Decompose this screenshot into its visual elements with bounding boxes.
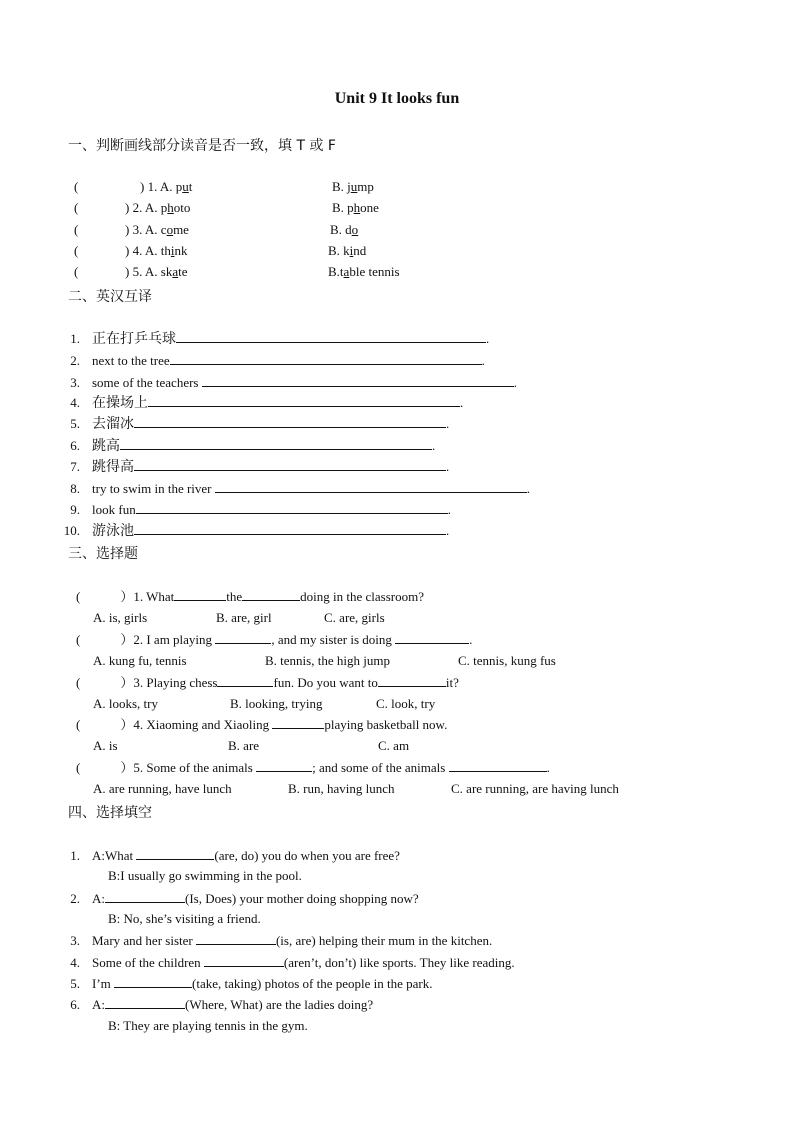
answer-blank[interactable] [242,588,300,601]
answer-blank[interactable] [134,522,446,535]
answer-blank[interactable] [134,415,446,428]
option-c: C. look, try [376,696,436,711]
answer-blank[interactable] [395,631,469,644]
answer-blank[interactable] [217,674,273,687]
list-item: ( ) 1. A. put [74,179,193,194]
list-item-line2: B:I usually go swimming in the pool. [108,868,302,883]
answer-blank[interactable] [174,588,226,601]
list-item: 4. 在操场上 . [70,395,464,411]
answer-blank[interactable] [136,501,448,514]
answer-blank[interactable] [134,458,446,471]
list-item-line2: B: They are playing tennis in the gym. [108,1018,308,1033]
list-item: ( ) 4. A. think [74,243,188,258]
answer-blank[interactable] [196,932,276,945]
section3-heading: 三、选择题 [68,546,138,562]
list-item: 10. 游泳池 . [63,523,450,539]
page-title: Unit 9 It looks fun [334,90,460,107]
section1-heading: 一、判断画线部分读音是否一致，填 T 或 F [68,138,336,154]
option-b: B. looking, trying [230,696,323,711]
answer-blank[interactable] [449,759,547,772]
question-4: ( ）4. Xiaoming and Xiaoling playing basketball now. [76,717,448,732]
section4-heading: 四、选择填空 [68,805,152,821]
option-c: C. are, girls [324,610,385,625]
list-item-b: B. do [330,222,359,237]
list-item-b: B. kind [328,243,367,258]
answer-blank[interactable] [105,890,185,903]
option-a: A. is [93,738,118,753]
answer-blank[interactable] [114,975,192,988]
list-item: 5. 去溜冰 . [70,416,450,432]
list-item: 6. A: (Where, What) are the ladies doing? [70,997,374,1012]
answer-blank[interactable] [378,674,446,687]
list-item-b: B.table tennis [328,264,400,279]
answer-blank[interactable] [120,437,432,450]
answer-blank[interactable] [256,759,312,772]
list-item: 8. try to swim in the river . [70,481,531,496]
answer-blank[interactable] [202,374,514,387]
list-item: ( ) 5. A. skate [74,264,188,279]
answer-blank[interactable] [176,330,486,343]
answer-blank[interactable] [272,716,324,729]
option-c: C. tennis, kung fus [458,653,556,668]
answer-blank[interactable] [105,996,185,1009]
list-item-b: B. phone [332,200,379,215]
list-item: 3. some of the teachers . [70,375,517,390]
list-item: 1. A:What (are, do) you do when you are free? [70,848,400,863]
list-item: 1. 正在打乒乓球 . [70,331,490,347]
option-c: C. are running, are having lunch [451,781,619,796]
list-item-line2: B: No, she’s visiting a friend. [108,911,261,926]
list-item: 9. look fun . [70,502,451,517]
option-b: B. run, having lunch [288,781,395,796]
list-item-b: B. jump [332,179,374,194]
list-item: 2. A: (Is, Does) your mother doing shopping now? [70,891,419,906]
question-5: ( ）5. Some of the animals ; and some of the animals . [76,760,550,775]
option-a: A. looks, try [93,696,158,711]
section2-heading: 二、英汉互译 [68,289,152,305]
option-c: C. am [378,738,410,753]
list-item: ( ) 2. A. photo [74,200,191,215]
list-item: ( ) 3. A. come [74,222,189,237]
list-item: 3. Mary and her sister (is, are) helping their mum in the kitchen. [70,933,493,948]
question-3: ( ）3. Playing chess fun. Do you want to it? [76,675,459,690]
answer-blank[interactable] [136,847,214,860]
option-a: A. are running, have lunch [93,781,232,796]
answer-blank[interactable] [215,480,527,493]
list-item: 7. 跳得高 . [70,459,450,475]
option-b: B. are [228,738,260,753]
list-item: 4. Some of the children (aren’t, don’t) like sports. They like reading. [70,955,515,970]
option-b: B. are, girl [216,610,272,625]
list-item: 5. I’m (take, taking) photos of the people in the park. [70,976,433,991]
answer-blank[interactable] [215,631,271,644]
list-item: 6. 跳高 . [70,438,436,454]
answer-blank[interactable] [170,352,482,365]
option-b: B. tennis, the high jump [265,653,390,668]
option-a: A. is, girls [93,610,148,625]
answer-blank[interactable] [204,954,284,967]
option-a: A. kung fu, tennis [93,653,187,668]
question-2: ( ）2. I am playing , and my sister is doing . [76,632,473,647]
list-item: 2. next to the tree . [70,353,485,368]
answer-blank[interactable] [148,394,460,407]
question-1: ( ）1. What the doing in the classroom? [76,589,424,604]
